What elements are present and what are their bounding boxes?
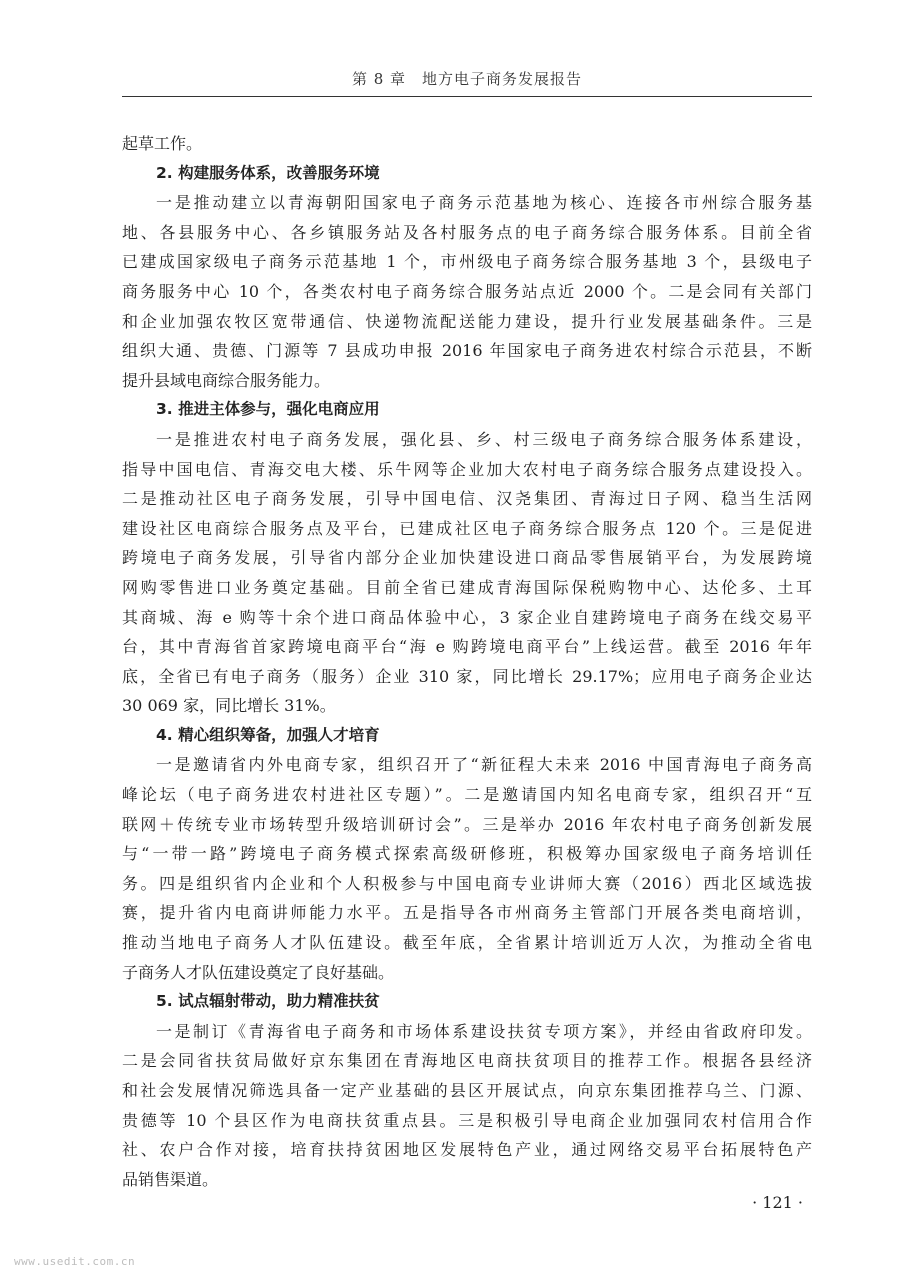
text-line: 联网＋传统专业市场转型升级培训研讨会”。三是举办 2016 年农村电子商务创新发展 (122, 814, 812, 834)
text-line: 一是制订《青海省电子商务和市场体系建设扶贫专项方案》，并经由省政府印发。 (156, 1021, 812, 1041)
text-line: 推动当地电子商务人才队伍建设。截至年底，全省累计培训近万人次，为推动全省电 (122, 933, 812, 953)
text-line: 峰论坛（电子商务进农村进社区专题）”。二是邀请国内知名电商专家，组织召开“互 (122, 785, 812, 805)
section-heading: 3. 推进主体参与，强化电商应用 (156, 400, 380, 419)
text-line: 组织大通、贵德、门源等 7 县成功申报 2016 年国家电子商务进农村综合示范县，不断 (122, 341, 812, 361)
page-body (122, 129, 812, 1194)
text-line: 一是邀请省内外电商专家，组织召开了“新征程大未来 2016 中国青海电子商务高 (156, 755, 812, 775)
text-line: 和社会发展情况筛选具备一定产业基础的县区开展试点，向京东集团推荐乌兰、门源、 (122, 1081, 812, 1100)
watermark: www.usedit.com.cn (14, 1255, 136, 1268)
text-line: 其商城、海 e 购等十余个进口商品体验中心，3 家企业自建跨境电子商务在线交易平 (122, 607, 812, 627)
text-line: 品销售渠道。 (122, 1169, 219, 1189)
section-heading: 5. 试点辐射带动，助力精准扶贫 (156, 992, 380, 1011)
text-line: 建设社区电商综合服务点及平台，已建成社区电子商务综合服务点 120 个。三是促进 (122, 518, 812, 538)
section-heading: 4. 精心组织筹备，加强人才培育 (156, 725, 380, 744)
text-line: 社、农户合作对接，培育扶持贫困地区发展特色产业，通过网络交易平台拓展特色产 (122, 1140, 812, 1160)
text-line: 子商务人才队伍建设奠定了良好基础。 (122, 962, 395, 982)
text-line: 30 069 家，同比增长 31%。 (122, 696, 336, 716)
text-line: 与“一带一路”跨境电子商务模式探索高级研修班，积极筹办国家级电子商务培训任 (122, 844, 812, 864)
text-line: 一是推进农村电子商务发展，强化县、乡、村三级电子商务综合服务体系建设， (156, 429, 812, 449)
text-line: 跨境电子商务发展，引导省内部分企业加快建设进口商品零售展销平台，为发展跨境 (122, 548, 812, 568)
running-header (122, 64, 812, 97)
text-line: 起草工作。 (122, 134, 203, 153)
page-number: · 121 · (752, 1193, 803, 1212)
text-line: 指导中国电信、青海交电大楼、乐牛网等企业加大农村电子商务综合服务点建设投入。 (122, 459, 812, 479)
text-line: 提升县域电商综合服务能力。 (122, 370, 331, 390)
text-line: 商务服务中心 10 个，各类农村电子商务综合服务站点近 2000 个。二是会同有关部门 (122, 281, 812, 301)
text-line: 二是推动社区电子商务发展，引导中国电信、汉尧集团、青海过日子网、稳当生活网 (122, 489, 812, 509)
header-title: 第 8 章 地方电子商务发展报告 (351, 70, 583, 88)
text-line: 底，全省已有电子商务（服务）企业 310 家，同比增长 29.17%；应用电子商务企业达 (122, 666, 812, 686)
text-line: 地、各县服务中心、各乡镇服务站及各村服务点的电子商务综合服务体系。目前全省 (122, 222, 812, 242)
text-line: 务。四是组织省内企业和个人积极参与中国电商专业讲师大赛（2016）西北区域选拔 (122, 873, 812, 893)
text-line: 二是会同省扶贫局做好京东集团在青海地区电商扶贫项目的推荐工作。根据各县经济 (122, 1051, 812, 1071)
text-line: 和企业加强农牧区宽带通信、快递物流配送能力建设，提升行业发展基础条件。三是 (122, 311, 812, 331)
text-line: 台，其中青海省首家跨境电商平台“海 e 购跨境电商平台”上线运营。截至 2016 年年 (122, 637, 812, 657)
section-heading: 2. 构建服务体系，改善服务环境 (156, 163, 380, 182)
text-line: 赛，提升省内电商讲师能力水平。五是指导各市州商务主管部门开展各类电商培训， (122, 903, 812, 923)
text-line: 贵德等 10 个县区作为电商扶贫重点县。三是积极引导电商企业加强同农村信用合作 (122, 1110, 812, 1130)
text-line: 一是推动建立以青海朝阳国家电子商务示范基地为核心、连接各市州综合服务基 (156, 193, 812, 213)
text-line: 已建成国家级电子商务示范基地 1 个，市州级电子商务综合服务基地 3 个，县级电子 (122, 252, 812, 272)
text-line: 网购零售进口业务奠定基础。目前全省已建成青海国际保税购物中心、达伦多、土耳 (122, 577, 812, 597)
